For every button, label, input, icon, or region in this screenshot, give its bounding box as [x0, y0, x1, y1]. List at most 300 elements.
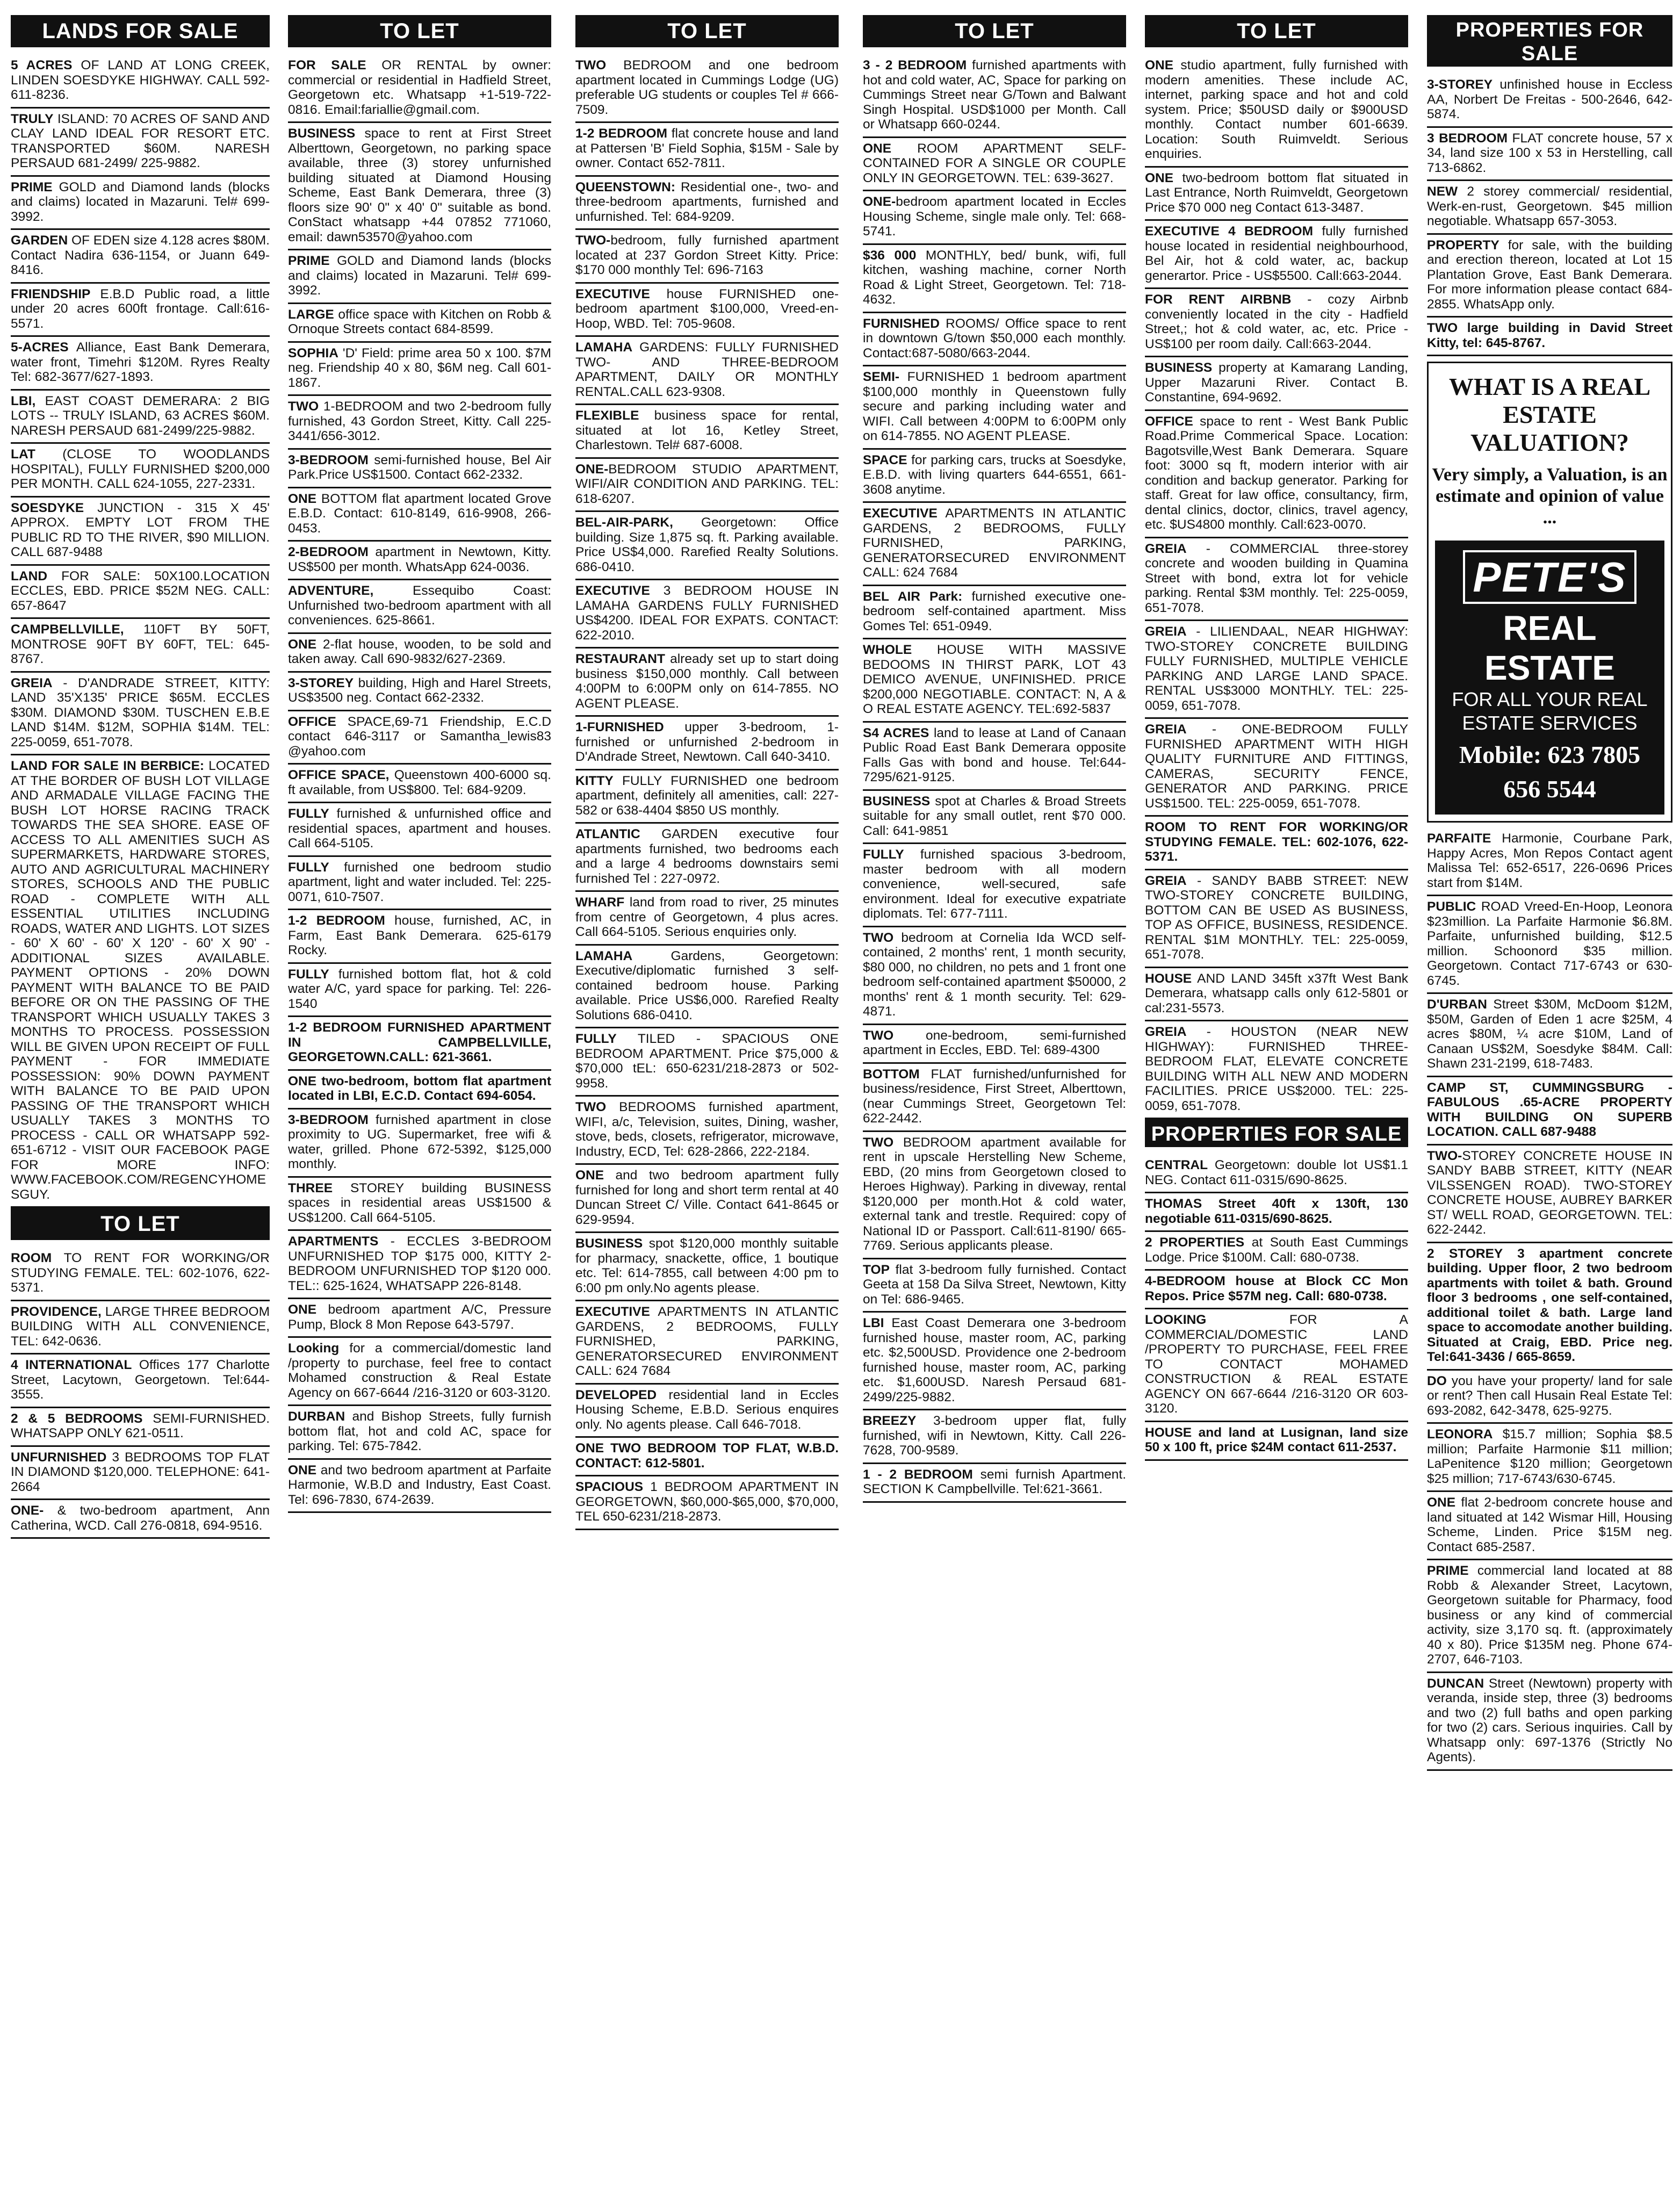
- ad-text: space to rent at First Street Alberttown, Georgetown, no parking space available, three (3) storey unfurnished building situated at Diamond Housing Scheme, East Bank Demerara, three (3) floors size 90' 0" x 40' 0" suitable as bond. ConStact whatsapp +44 07852 771060, email: dawn53570@yahoo.com: [288, 126, 551, 244]
- ad-lead: ONE: [1145, 58, 1174, 73]
- classified-ad: [11, 337, 270, 391]
- ad-text: bedroom, fully furnished apartment located at 237 Gordon Street Kitty. Price: $170 000 monthly Tel: 696-7163: [575, 233, 839, 277]
- column-properties-for-sale: [1427, 15, 1672, 2204]
- classified-ad: [575, 123, 839, 177]
- classified-ad: [288, 1231, 551, 1299]
- ad-lead: ONE-: [11, 1503, 44, 1518]
- ad-text: spot $120,000 monthly suitable for pharmacy, snackette, office, 1 boutique etc. Tel: 614-7855, call between 4:00 pm to 6:00 pm only.No agents please.: [575, 1236, 839, 1295]
- classified-ad: [575, 1233, 839, 1301]
- classified-ad: [575, 284, 839, 337]
- ad-text: for a commercial/domestic land /property to purchase, feel free to contact Mohamed construction & Real Estate Agency on 667-6644 /216-3120 or 603-3120.: [288, 1341, 551, 1400]
- ad-text: ROOMS/ Office space to rent in downtown G/town $50,000 each monthly. Contact:687-5080/663-2044.: [863, 316, 1126, 361]
- ad-text: OF EDEN size 4.128 acres $80M. Contact Nadira 636-1154, or Juann 649-8416.: [11, 233, 270, 277]
- classified-ad: [288, 1178, 551, 1231]
- ad-lead: D'URBAN: [1427, 997, 1487, 1012]
- classified-ad: [1145, 411, 1408, 538]
- ad-lead: GREIA: [1145, 1025, 1187, 1039]
- ad-lead: 1-2 BEDROOM: [575, 126, 668, 141]
- ad-lead: EXECUTIVE: [863, 506, 938, 521]
- ad-text: - ECCLES 3-BEDROOM UNFURNISHED TOP $175 000, KITTY 2-BEDROOM UNFURNISHED TOP $120 000. TEL:: 625-1624, WHATSAPP 226-8148.: [288, 1234, 551, 1293]
- section-header: TO LET: [288, 15, 551, 47]
- classified-ad: [288, 580, 551, 634]
- ad-text: FURNISHED 1 bedroom apartment $100,000 monthly in Queenstown fully secure and parking including water and WIFI. Call between 4:00PM to 6:00PM only on 614-7855. NO AGENT PLEASE.: [863, 370, 1126, 443]
- ad-lead: DURBAN: [288, 1409, 345, 1424]
- ad-text: spot at Charles & Broad Streets suitable for any small outlet, rent $70 000. Call: 641-9851: [863, 794, 1126, 838]
- ad-lead: Looking: [288, 1341, 340, 1356]
- ad-lead: $36 000: [863, 248, 917, 263]
- ad-text: - LILIENDAAL, NEAR HIGHWAY: TWO-STOREY CONCRETE BUILDING FULLY FURNISHED, MULTIPLE VEHICLE PARKING AND LARGE LAND SPACE. RENTAL US$3000 MONTHLY. TEL: 225-0059, 651-7078.: [1145, 624, 1408, 713]
- classified-ad: [11, 109, 270, 177]
- ad-lead: 1-FURNISHED: [575, 720, 664, 734]
- ad-lead: FULLY: [288, 860, 329, 875]
- ad-lead: ONE: [288, 1302, 317, 1317]
- ad-lead: 1-2 BEDROOM FURNISHED APARTMENT IN CAMPBELLVILLE, GEORGETOWN.CALL: 621-3661.: [288, 1020, 551, 1064]
- ad-lead: LAND FOR SALE IN BERBICE:: [11, 759, 205, 773]
- ad-lead: WHARF: [575, 895, 625, 910]
- ad-text: Alliance, East Bank Demerara, water front, Timehri $120M. Ryres Realty Tel: 682-3677/627-1893.: [11, 340, 270, 384]
- ad-text: SEMI-FURNISHED. WHATSAPP ONLY 621-0511.: [11, 1411, 270, 1440]
- ad-lead: 5-ACRES: [11, 340, 69, 355]
- classified-ad: [1145, 1021, 1408, 1119]
- classified-ad: [11, 284, 270, 337]
- classified-ad: [288, 964, 551, 1018]
- ad-text: furnished apartment in close proximity to UG. Supermarket, free wifi & water, grilled. Phone 672-5392, $125,000 monthly.: [288, 1112, 551, 1171]
- ad-lead: SPACE: [863, 452, 907, 467]
- ad-lead: FLEXIBLE: [575, 408, 639, 423]
- ad-text: furnished spacious 3-bedroom, master bedroom with all modern convenience, well-secured, safe environment. Ideal for executive expatriate diplomats. Tel: 677-7111.: [863, 847, 1126, 921]
- ad-text: ROAD Vreed-En-Hoop, Leonora $23million. La Parfaite Harmonie $6.8M. Parfaite, unfurnished building, $12.5 million. Schoonord $35 million. Georgetown. Contact 717-6743 or 630-6745.: [1427, 899, 1672, 988]
- ad-lead: SOPHIA: [288, 345, 338, 361]
- ad-lead: PRIME: [11, 179, 53, 194]
- ad-lead: ONE: [575, 1168, 604, 1183]
- ad-lead: FULLY: [288, 806, 329, 821]
- ad-lead: ONE: [288, 1462, 317, 1478]
- classified-ad: [1145, 1422, 1408, 1461]
- classified-ad: [1145, 1193, 1408, 1232]
- classified-ad: [1145, 289, 1408, 357]
- classified-ad: [1427, 994, 1672, 1077]
- ad-lead: ROOM TO RENT FOR WORKING/OR STUDYING FEMALE. TEL: 602-1076, 622-5371.: [1145, 820, 1408, 864]
- classified-ad: [575, 946, 839, 1029]
- classified-ad: [11, 1408, 270, 1447]
- ad-text: land from road to river, 25 minutes from centre of Georgetown, 4 plus acres. Call 664-5105. Serious enquiries only.: [575, 895, 839, 939]
- valuation-question: WHAT IS A REAL ESTATE VALUATION?: [1448, 373, 1651, 456]
- ad-lead: DEVELOPED: [575, 1387, 657, 1402]
- ad-lead: TRULY: [11, 111, 54, 126]
- classified-ad: [288, 55, 551, 123]
- valuation-answer: Very simply, a Valuation, is an estimate and opinion of value ...: [1432, 465, 1668, 528]
- classified-ad: [288, 250, 551, 304]
- ad-text: LOCATED AT THE BORDER OF BUSH LOT VILLAGE AND ARMADALE VILLAGE FACING THE BUSH LOT HORSE RACING TRACK TOWARDS THE SEA SHORE. EASE OF ACCESS TO ALL AMENITIES SUCH AS SUPERMARKETS, HARDWARE STORES, AUTO AND AGRICULTURAL MACHINERY STORES, SCHOOLS AND THE PUBLIC ROAD - COMPLETE WITH ALL ESSENTIAL UTILITIES INCLUDING ROADS, WATER AND LIGHTS. LOT SIZES - 60' X 60' - 60' X 120' - 60' X 90' - ADDITIONAL SIZES AVAILABLE. PAYMENT OPTIONS - 20% DOWN PAYMENT WITH BALANCE TO BE PAID BEFORE OR ON THE PASSING OF THE TRANSPORT WHICH USUALLY TAKES 3 MONTHS TO PROCESS. POSSESSION WILL BE GIVEN UPON RECEIPT OF FULL PAYMENT - FOR IMMEDIATE POSSESSION: 90% DOWN PAYMENT WITH BALANCE TO BE PAID UPON PASSING OF THE TRANSPORT WHICH USUALLY TAKES 3 MONTHS TO PROCESS - CALL OR WHATSAPP 592-651-6712 - VISIT OUR FACEBOOK PAGE FOR MORE INFO: WWW.FACEBOOK.COM/REGENCYHOMESGUY.: [11, 759, 270, 1202]
- classified-ad: [1145, 1232, 1408, 1271]
- classified-ad: [863, 450, 1126, 503]
- ad-lead: ROOM: [11, 1251, 52, 1265]
- classified-ad: [575, 1028, 839, 1097]
- ad-lead: ONE TWO BEDROOM TOP FLAT, W.B.D. CONTACT: 612-5801.: [575, 1441, 839, 1471]
- ad-lead: SOESDYKE: [11, 500, 84, 515]
- classified-ad: [288, 450, 551, 488]
- classified-ad: [288, 1460, 551, 1514]
- classified-ad: [1427, 1560, 1672, 1673]
- ad-text: 2-flat house, wooden, to be sold and taken away. Call 690-9832/627-2369.: [288, 637, 551, 666]
- ad-lead: BUSINESS: [575, 1236, 643, 1251]
- ad-lead: LOOKING: [1145, 1313, 1207, 1327]
- ad-lead: ONE-: [575, 462, 609, 477]
- ad-lead: GREIA: [11, 675, 53, 690]
- ad-lead: THOMAS Street 40ft x 130ft, 130 negotiable 611-0315/690-8625.: [1145, 1197, 1408, 1226]
- classified-ad: [1427, 128, 1672, 182]
- ad-list: [11, 55, 270, 1208]
- classified-ad: [863, 503, 1126, 586]
- classified-ad: [11, 55, 270, 109]
- ad-lead: FULLY: [575, 1032, 617, 1046]
- ad-lead: S4 ACRES: [863, 725, 929, 740]
- ad-lead: BUSINESS: [863, 794, 931, 809]
- ad-text: furnished bottom flat, hot & cold water A/C, yard space for parking. Tel: 226-1540: [288, 967, 551, 1011]
- column-to-let-2: [575, 15, 839, 2204]
- ad-lead: EXECUTIVE: [575, 583, 650, 598]
- ad-lead: TWO: [288, 399, 319, 414]
- ad-text: commercial land located at 88 Robb & Alexander Street, Lacytown, Georgetown suitable for Pharmacy, food business or any kind of commercial activity, size 3,170 sq. ft. (approximately 40 x 80). Price $135M neg. Phone 674-2707, 646-7103.: [1427, 1563, 1672, 1667]
- ad-text: already set up to start doing business $150,000 monthly. Call between 4:00PM to 6:00PM only on 614-7855. NO AGENT PLEASE.: [575, 652, 839, 711]
- ad-text: flat 3-bedroom fully furnished. Contact Geeta at 158 Da Silva Street, Newtown, Kitty on Tel: 686-9465.: [863, 1262, 1126, 1307]
- ad-text: Residential one-, two- and three-bedroom apartments, furnished and unfurnished. Tel: 684-9209.: [575, 179, 839, 224]
- classified-ad: [1427, 1673, 1672, 1771]
- column-to-let-4: [1145, 15, 1408, 2204]
- ad-text: fully furnished house located in residential neighbourhood, Bel Air, hot & cold water, ac, backup generartor. Price - US$5500. Call:663-2044.: [1145, 224, 1408, 283]
- classified-ad: [288, 711, 551, 765]
- classified-ad: [288, 1406, 551, 1460]
- ad-lead: LAT: [11, 447, 35, 462]
- ad-lead: LBI: [863, 1316, 884, 1330]
- ad-lead: TWO: [863, 1135, 894, 1150]
- classified-ad: [288, 1071, 551, 1109]
- classified-ad: [288, 1109, 551, 1178]
- ad-lead: UNFURNISHED: [11, 1450, 107, 1465]
- classified-ad: [1145, 357, 1408, 411]
- classified-ad: [863, 313, 1126, 367]
- section-header: PROPERTIES FOR SALE: [1427, 15, 1672, 67]
- ad-lead: 1-2 BEDROOM: [288, 913, 385, 928]
- ad-text: semi furnish Apartment. SECTION K Campbellville. Tel:621-3661.: [863, 1467, 1126, 1496]
- ad-lead: ONE-: [863, 194, 896, 209]
- ad-lead: EXECUTIVE: [575, 286, 650, 301]
- classified-ad: [863, 1464, 1126, 1503]
- ad-text: 3-bedroom upper flat, fully furnished, wifi in Newtown, Kitty. Call 226-7628, 700-9589.: [863, 1414, 1126, 1458]
- ad-text: HOUSE WITH MASSIVE BEDOOMS IN THIRST PARK, LOT 43 DEMICO AVENUE, UNFINISHED. PRICE $200,000 NEGOTIABLE. CONTACT: N, A & O REAL ESTATE AGENCY. TEL:692-5837: [863, 643, 1126, 716]
- ad-text: furnished & unfurnished office and residential spaces, apartment and houses. Call 664-5105.: [288, 806, 551, 851]
- ad-lead: LAMAHA: [575, 340, 633, 355]
- ad-text: semi-furnished house, Bel Air Park.Price US$1500. Contact 662-2332.: [288, 452, 551, 482]
- ad-text: furnished one bedroom studio apartment, light and water included. Tel: 225-0071, 610-7507.: [288, 860, 551, 904]
- ad-lead: CAMP ST, CUMMINGSBURG - FABULOUS .65-ACRE PROPERTY WITH BUILDING ON SUPERB LOCATION. CALL 687-9488: [1427, 1080, 1672, 1139]
- company-logo: PETE'S: [1463, 550, 1636, 604]
- ad-list: [1427, 74, 1672, 356]
- ad-lead: TOP: [863, 1262, 890, 1277]
- classified-ad: [1427, 1145, 1672, 1243]
- classified-ad: [288, 857, 551, 911]
- ad-text: you have your property/ land for sale or rent? Then call Husain Real Estate Tel: 693-2082, 642-3478, 625-9275.: [1427, 1373, 1672, 1418]
- section-header: TO LET: [11, 1208, 270, 1240]
- ad-lead: NEW: [1427, 184, 1458, 199]
- classified-ad: [288, 123, 551, 250]
- classified-ad: [11, 566, 270, 619]
- classified-ad: [11, 498, 270, 566]
- classified-ad: [1427, 1492, 1672, 1560]
- ad-lead: ONE: [1427, 1495, 1456, 1510]
- ad-lead: FRIENDSHIP: [11, 286, 91, 301]
- ad-lead: FULLY: [863, 847, 904, 862]
- ad-lead: SPACIOUS: [575, 1480, 644, 1494]
- ad-text: 2 storey commercial/ residential, Werk-en-rust, Georgetown. $45 million negotiable. Whatsapp 657-3053.: [1427, 184, 1672, 228]
- ad-lead: BREEZY: [863, 1414, 917, 1428]
- ad-text: business space for rental, situated at lot 16, Ketley Street, Charlestown. Tel# 687-6008.: [575, 408, 839, 452]
- classified-ad: [11, 755, 270, 1208]
- classified-ad: [1427, 1371, 1672, 1424]
- classified-ad: [288, 765, 551, 803]
- ad-text: bedroom apartment located in Eccles Housing Scheme, single male only. Tel: 668-5741.: [863, 194, 1126, 239]
- classified-ad: [11, 1447, 270, 1501]
- ad-lead: 4-BEDROOM house at Block CC Mon Repos. Price $57M neg. Call: 680-0738.: [1145, 1274, 1408, 1303]
- ad-text: FOR SALE: 50X100.LOCATION ECCLES, EBD. PRICE $52M NEG. CALL: 657-8647: [11, 568, 270, 613]
- classified-ad: [863, 586, 1126, 640]
- classified-ad: [1145, 538, 1408, 622]
- ad-text: MONTHLY, bed/ bunk, wifi, full kitchen, washing machine, corner North Road & Light Street, Georgetown. Tel: 718-4632.: [863, 248, 1126, 307]
- ad-lead: CENTRAL: [1145, 1158, 1208, 1172]
- ad-text: LARGE THREE BEDROOM BUILDING WITH ALL CONVENIENCE, TEL: 642-0636.: [11, 1304, 270, 1349]
- ad-text: furnished apartments with hot and cold water, AC, Space for parking on Cummings Street near G/Town and Balwant Singh Hospital. USD$1000 per Month. Call or Whatsapp 660-0244.: [863, 58, 1126, 132]
- classified-ad: [863, 844, 1126, 927]
- ad-lead: KITTY: [575, 773, 614, 788]
- ad-lead: TWO: [863, 1028, 894, 1043]
- ad-text: AND LAND 345ft x37ft West Bank Demerara, whatsapp calls only 612-5801 or cal:231-5573.: [1145, 971, 1408, 1015]
- ad-text: BEDROOMS furnished apartment, WIFI, a/c, Television, suites, Dining, washer, stove, beds, closets, refrigerator, microwave, Industry, ECD, Tel: 628-2866, 222-2184.: [575, 1100, 839, 1159]
- ad-lead: BEL-AIR-PARK,: [575, 515, 673, 530]
- ad-lead: OFFICE SPACE,: [288, 768, 390, 782]
- classified-ad: [575, 55, 839, 123]
- ad-lead: SEMI-: [863, 370, 900, 384]
- ad-lead: 5 ACRES: [11, 58, 73, 73]
- ad-text: BEDROOM STUDIO APARTMENT, WIFI/AIR CONDITION AND PARKING. TEL: 618-6207.: [575, 462, 839, 506]
- ad-text: land to lease at Land of Canaan Public Road East Bank Demerara opposite Falls Gas with bond and house. Tel:644-7295/621-9125.: [863, 725, 1126, 784]
- ad-lead: FURNISHED: [863, 316, 940, 331]
- ad-text: FULLY FURNISHED one bedroom apartment, definitely all amenities, call: 227-582 or 638-4404 $850 US monthly.: [575, 773, 839, 818]
- ad-text: E.B.D Public road, a little under 20 acres 600ft frontage. Call:616-5571.: [11, 286, 270, 331]
- ad-text: TO RENT FOR WORKING/OR STUDYING FEMALE. TEL: 602-1076, 622-5371.: [11, 1251, 270, 1295]
- ad-text: Offices 177 Charlotte Street, Lacytown, Georgetown. Tel:644-3555.: [11, 1358, 270, 1402]
- classified-ad: [863, 1410, 1126, 1464]
- classified-ad: [288, 1338, 551, 1406]
- classified-ad: [288, 803, 551, 857]
- ad-lead: PROVIDENCE,: [11, 1304, 102, 1319]
- classified-ad: [863, 1025, 1126, 1064]
- ad-lead: LBI,: [11, 393, 36, 408]
- ad-lead: PRIME: [288, 254, 330, 268]
- ad-text: East Coast Demerara one 3-bedroom furnished house, master room, AC, parking etc. $2,500USD. Providence one 2-bedroom furnished house, master room, AC, parking etc. $1,600USD. Naresh Persaud 681-2499/225-9882.: [863, 1316, 1126, 1404]
- ad-lead: OFFICE: [1145, 414, 1193, 429]
- ad-lead: 3-BEDROOM: [288, 452, 369, 467]
- ad-lead: ONE: [863, 141, 892, 156]
- ad-text: STOREY building BUSINESS spaces in residential areas US$1500 & US$1200. Call 664-5105.: [288, 1180, 551, 1225]
- ad-lead: DUNCAN: [1427, 1676, 1484, 1691]
- ad-text: building, High and Harel Streets, US$3500 neg. Contact 662-2332.: [288, 675, 551, 705]
- classified-ad: [11, 1500, 270, 1539]
- classified-ad: [863, 723, 1126, 791]
- ad-text: BEDROOM and one bedroom apartment located in Cummings Lodge (UG) preferable UG students or couples Tel # 666-7509.: [575, 58, 839, 117]
- ad-lead: 3-STOREY: [1427, 77, 1493, 92]
- ad-text: Essequibo Coast: Unfurnished two-bedroom apartment with all conveniences. 625-8661.: [288, 583, 551, 628]
- ad-text: for sale, with the building and erection thereon, located at Lot 15 Plantation Grove, East Bank Demerara. For more information please contact 684-2855. WhatsApp only.: [1427, 237, 1672, 312]
- ad-lead: FOR RENT AIRBNB: [1145, 292, 1292, 307]
- ad-text: BEDROOM apartment available for rent in upscale Herstelling New Scheme, EBD, (20 mins from Georgetown closed to Heroes Highway). Parking in diveway, rental $120,000 per month.Hot & cold water, external tank and trestle. Required: copy of National ID or Passport. Call:611-8190/ 665-7769. Serious applicants please.: [863, 1135, 1126, 1253]
- petes-real-estate-advert: [1427, 362, 1672, 823]
- ad-text: $15.7 million; Sophia $8.5 million; Parfaite Harmonie $11 million; LaPenitence $120 million; Georgetown $25 million; 717-6743/630-6745.: [1427, 1427, 1672, 1486]
- classified-ad: [1427, 1243, 1672, 1371]
- classified-ad: [575, 459, 839, 513]
- ad-text: 'D' Field: prime area 50 x 100. $7M neg. Friendship 40 x 80, $6M neg. Call 601-1867.: [288, 345, 551, 390]
- ad-text: and two bedroom apartment fully furnished for long and short term rental at 40 Duncan Street C/ Ville. Contact 641-8645 or 629-9594.: [575, 1168, 839, 1227]
- ad-lead: TWO-: [1427, 1148, 1462, 1163]
- ad-text: house, furnished, AC, in Farm, East Bank Demerara. 625-6179 Rocky.: [288, 913, 551, 957]
- ad-lead: 3 BEDROOM: [1427, 131, 1508, 146]
- ad-lead: TWO: [575, 58, 607, 73]
- ad-text: bedroom apartment A/C, Pressure Pump, Block 8 Mon Repose 643-5797.: [288, 1302, 551, 1332]
- column-to-let-3: [863, 15, 1126, 2204]
- classified-ad: [1427, 181, 1672, 235]
- ad-text: Georgetown: Office building. Size 1,875 sq. ft. Parking available. Price US$4,000. Rarefied Realty Solutions. 686-0410.: [575, 515, 839, 574]
- classified-ad: [288, 1299, 551, 1338]
- classified-ad: [1427, 74, 1672, 128]
- classified-ad: [1427, 896, 1672, 994]
- ad-lead: ATLANTIC: [575, 827, 640, 841]
- ad-text: Georgetown: double lot US$1.1 NEG. Contact 611-0315/690-8625.: [1145, 1158, 1408, 1187]
- ad-text: unfinished house in Eccless AA, Norbert De Freitas - 500-2646, 642-5874.: [1427, 77, 1672, 121]
- ad-lead: HOUSE and land at Lusignan, land size 50 x 100 ft, price $24M contact 611-2537.: [1145, 1425, 1408, 1454]
- ad-text: GARDEN executive four apartments furnished, two bedrooms each and a large 4 bedrooms downstairs semi furnished Tel : 227-0972.: [575, 827, 839, 886]
- ad-lead: GREIA: [1145, 624, 1187, 639]
- ad-list: [575, 55, 839, 1530]
- ad-text: (CLOSE TO WOODLANDS HOSPITAL), FULLY FURNISHED $200,000 PER MONTH. CALL 624-1055, 227-2331.: [11, 447, 270, 491]
- ad-text: flat concrete house and land at Pattersen 'B' Field Sophia, $15M - Sale by owner. Contact 652-7811.: [575, 126, 839, 170]
- ad-lead: THREE: [288, 1180, 333, 1195]
- ad-lead: 3-BEDROOM: [288, 1112, 369, 1127]
- classified-ad: [11, 1248, 270, 1301]
- ad-lead: PRIME: [1427, 1563, 1469, 1578]
- classified-ad: [11, 673, 270, 756]
- company-mobile: Mobile: 623 7805: [1459, 741, 1641, 768]
- classified-ad: [575, 1385, 839, 1438]
- classified-ad: [575, 1301, 839, 1385]
- classified-ad: [1145, 817, 1408, 870]
- ad-text: - D'ANDRADE STREET, KITTY: LAND 35'X135' PRICE $65M. ECCLES $30M. DIAMOND $30M. TUSCHEN E.B.E LAND $14M. $12M, SOPHIA $14M. TEL: 225-0059, 651-7078.: [11, 675, 270, 750]
- classified-ad: [863, 366, 1126, 450]
- ad-list: [11, 1248, 270, 1539]
- classified-ad: [288, 542, 551, 580]
- ad-lead: ADVENTURE,: [288, 583, 374, 598]
- ad-list: [1145, 1155, 1408, 1461]
- classified-ad: [863, 1064, 1126, 1132]
- ad-text: office space with Kitchen on Robb & Ornoque Streets contact 684-8599.: [288, 307, 551, 336]
- ad-text: - HOUSTON (NEAR NEW HIGHWAY): FURNISHED THREE-BEDROOM FLAT, ELEVATE CONCRETE BUILDING WITH ALL NEW AND MODERN FACILITIES. PRICE US$2000. TEL: 225-0059, 651-7078.: [1145, 1025, 1408, 1113]
- ad-lead: BEL AIR Park:: [863, 589, 963, 604]
- ad-lead: ONE: [1145, 170, 1174, 185]
- company-mobile-2: 656 5544: [1503, 775, 1596, 803]
- column-lands-for-sale: [11, 15, 270, 2204]
- ad-text: STOREY CONCRETE HOUSE IN SANDY BABB STREET, KITTY (NEAR VILSSENGEN ROAD). TWO-STOREY CONCRETE HOUSE, AUBREY BARKER ST/ WELL ROAD, GEORGETOWN. TEL: 622-2442.: [1427, 1148, 1672, 1237]
- ad-lead: GREIA: [1145, 541, 1187, 556]
- ad-text: 1-BEDROOM and two 2-bedroom fully furnished, 43 Gordon Street, Kitty. Call 225- 3441/656-3012.: [288, 399, 551, 443]
- classified-ad: [575, 1476, 839, 1530]
- classified-ad: [1427, 235, 1672, 318]
- classified-ad: [575, 717, 839, 770]
- column-to-let-1: [288, 15, 551, 2204]
- classified-ad: [288, 396, 551, 450]
- classified-ad: [575, 580, 839, 649]
- classified-ad: [288, 1017, 551, 1071]
- ad-text: ROOM APARTMENT SELF-CONTAINED FOR A SINGLE OR COUPLE ONLY IN GEORGETOWN. TEL: 639-3627.: [863, 141, 1126, 185]
- ad-lead: OFFICE: [288, 714, 336, 729]
- ad-lead: BOTTOM: [863, 1067, 920, 1082]
- ad-text: GOLD and Diamond lands (blocks and claims) located in Mazaruni. Tel# 699-3992.: [11, 179, 270, 224]
- classified-ad: [863, 791, 1126, 845]
- ad-lead: 2 & 5 BEDROOMS: [11, 1411, 143, 1426]
- ad-lead: RESTAURANT: [575, 652, 665, 666]
- classified-ad: [575, 1165, 839, 1233]
- classified-ad: [1427, 828, 1672, 896]
- ad-lead: ONE two-bedroom, bottom flat apartment located in LBI, E.C.D. Contact 694-6054.: [288, 1073, 551, 1103]
- section-header: TO LET: [575, 15, 839, 47]
- classified-ad: [863, 191, 1126, 245]
- section-header: TO LET: [863, 15, 1126, 47]
- section-header: TO LET: [1145, 15, 1408, 47]
- classified-ad: [1145, 168, 1408, 221]
- ad-text: property at Kamarang Landing, Upper Mazaruni River. Contact B. Constantine, 694-9692.: [1145, 361, 1408, 405]
- classified-ad: [1145, 55, 1408, 168]
- ad-lead: 2-BEDROOM: [288, 545, 369, 559]
- ad-list: [863, 55, 1126, 1503]
- ad-text: 3 BEDROOMS TOP FLAT IN DIAMOND $120,000. TELEPHONE: 641-2664: [11, 1450, 270, 1494]
- ad-text: residential land in Eccles Housing Scheme, E.B.D. Serious enquires only. No agents please. Call 646-7018.: [575, 1387, 839, 1432]
- classified-ad: [575, 512, 839, 580]
- ad-text: and Bishop Streets, fully furnish bottom flat, hot and cold AC, space for parking. Tel: 675-7842.: [288, 1409, 551, 1453]
- ad-lead: DO: [1427, 1373, 1447, 1388]
- classified-ad: [575, 1438, 839, 1476]
- ad-text: bedroom at Cornelia Ida WCD self-contained, 2 months' rent, 1 month security, $80 000, no children, no pets and 1 front one bedroom self-contained apartment $50000, 2 months' rent & 1 month security. Tel: 629-4871.: [863, 930, 1126, 1019]
- ad-lead: 4 INTERNATIONAL: [11, 1358, 132, 1372]
- ad-text: upper 3-bedroom, 1-furnished or unfurnished 2-bedroom in D'Andrade Street, Newtown. Call 640-3410.: [575, 720, 839, 764]
- ad-text: 1 BEDROOM APARTMENT IN GEORGETOWN, $60,000-$65,000, $70,000, TEL 650-6231/218-2873.: [575, 1480, 839, 1524]
- ad-list: [1145, 55, 1408, 1119]
- ad-text: two-bedroom bottom flat situated in Last Entrance, North Ruimveldt, Georgetown Price $70 000 neg Contact 613-3487.: [1145, 170, 1408, 215]
- ad-text: for parking cars, trucks at Soesdyke, E.B.D. with living quarters 644-6551, 661-3608 anytime.: [863, 452, 1126, 497]
- ad-lead: EXECUTIVE: [575, 1305, 650, 1319]
- ad-text: space to rent - West Bank Public Road.Prime Commerical Space. Location: Bagotsville,West Bank Demerara. Square foot: 3000 sq ft, modern interior with air condition and backup generator. Parking for staff. Great for law office, consultancy, firm, dental clinics, doctor, clinics, travel agency, etc. $US4800 monthly. Call:623-0070.: [1145, 414, 1408, 532]
- ad-lead: GARDEN: [11, 233, 68, 248]
- classified-ad: [863, 639, 1126, 723]
- classified-ad: [288, 634, 551, 673]
- ad-text: one-bedroom, semi-furnished apartment in Eccles, EBD. Tel: 689-4300: [863, 1028, 1126, 1057]
- ad-text: FOR A COMMERCIAL/DOMESTIC LAND /PROPERTY TO PURCHASE, FEEL FREE TO CONTACT MOHAMED CONSTRUCTION & REAL ESTATE AGENCY ON 667-6644 /216-3120 OR 603-3120.: [1145, 1313, 1408, 1416]
- ad-lead: ONE: [288, 491, 317, 506]
- ad-text: studio apartment, fully furnished with modern amenities. These include AC, internet, parking space and hot and cold system. Price; $50USD daily or $900USD monthly. Contact number 601-6639. Location: South Ruimveldt. Serious enquiries.: [1145, 58, 1408, 161]
- ad-list: [288, 55, 551, 1513]
- classified-ad: [575, 892, 839, 946]
- classified-ad: [11, 391, 270, 444]
- classified-ad: [575, 1097, 839, 1165]
- classified-ad: [1145, 621, 1408, 719]
- ad-lead: ONE: [288, 637, 317, 652]
- classified-ad: [1145, 221, 1408, 289]
